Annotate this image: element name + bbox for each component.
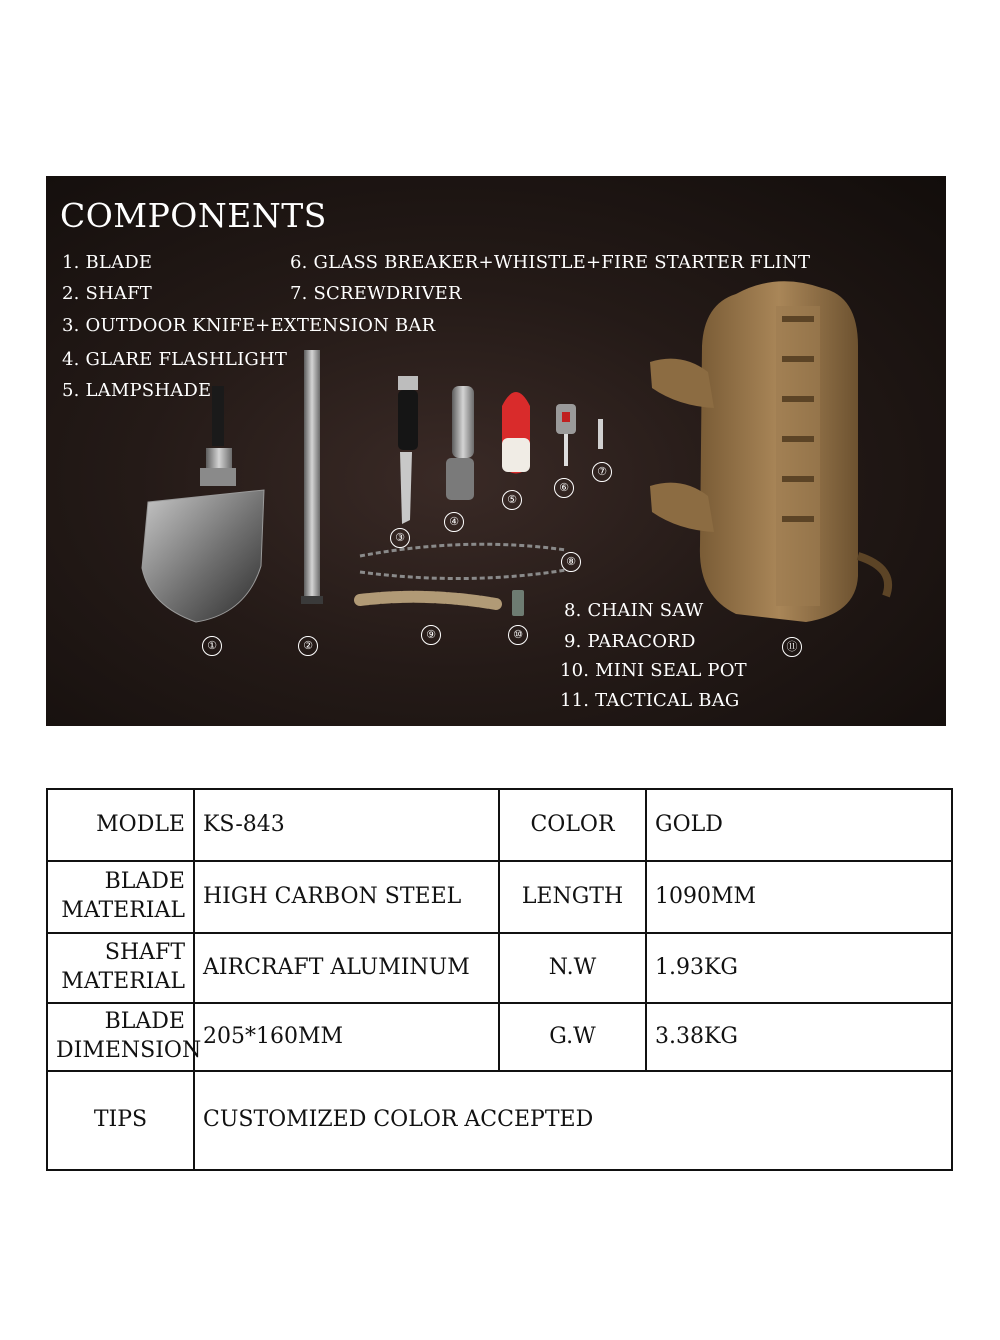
table-row	[47, 789, 952, 861]
table-row	[47, 1071, 952, 1170]
component-item-knife: 3. OUTDOOR KNIFE+EXTENSION BAR	[62, 315, 436, 336]
screwdriver-shape	[598, 419, 603, 449]
spec-value-tips: CUSTOMIZED COLOR ACCEPTED	[194, 1071, 952, 1170]
spec-label-shaft-material: SHAFT MATERIAL	[47, 933, 194, 1003]
spec-label-net-weight: N.W	[499, 933, 646, 1003]
component-item-paracord: 9. PARACORD	[564, 631, 696, 652]
marker-1: ①	[202, 636, 222, 656]
spec-value-gross-weight: 3.38KG	[646, 1003, 952, 1071]
component-item-flashlight: 4. GLARE FLASHLIGHT	[62, 349, 288, 370]
spec-label-tips: TIPS	[47, 1071, 194, 1170]
component-item-shaft: 2. SHAFT	[62, 283, 153, 304]
tactical-bag-shape	[650, 281, 888, 622]
marker-11: ⑪	[782, 637, 802, 657]
spec-label-gross-weight: G.W	[499, 1003, 646, 1071]
spec-value-color: GOLD	[646, 789, 952, 861]
spec-value-model: KS-843	[194, 789, 499, 861]
marker-5: ⑤	[502, 490, 522, 510]
knife-shape	[398, 376, 418, 524]
component-item-tactical-bag: 11. TACTICAL BAG	[560, 690, 740, 711]
component-item-blade: 1. BLADE	[62, 252, 153, 273]
component-item-screwdriver: 7. SCREWDRIVER	[290, 283, 462, 304]
components-panel	[46, 176, 946, 726]
marker-4: ④	[444, 512, 464, 532]
component-item-lampshade: 5. LAMPSHADE	[62, 380, 212, 401]
component-item-mini-seal-pot: 10. MINI SEAL POT	[560, 660, 747, 681]
spec-value-length: 1090MM	[646, 861, 952, 933]
mini-seal-pot-shape	[512, 590, 524, 616]
marker-10: ⑩	[508, 625, 528, 645]
spec-label-blade-dimension: BLADE DIMENSION	[47, 1003, 194, 1071]
spec-label-color: COLOR	[499, 789, 646, 861]
shaft-shape	[301, 350, 323, 604]
flashlight-shape	[446, 386, 474, 500]
spec-value-net-weight: 1.93KG	[646, 933, 952, 1003]
spec-value-blade-dimension: 205*160MM	[194, 1003, 499, 1071]
table-row	[47, 933, 952, 1003]
marker-9: ⑨	[421, 625, 441, 645]
spec-label-blade-material: BLADE MATERIAL	[47, 861, 194, 933]
component-item-chain-saw: 8. CHAIN SAW	[564, 600, 704, 621]
marker-7: ⑦	[592, 462, 612, 482]
paracord-shape	[360, 597, 496, 604]
marker-6: ⑥	[554, 478, 574, 498]
marker-3: ③	[390, 528, 410, 548]
spec-value-shaft-material: AIRCRAFT ALUMINUM	[194, 933, 499, 1003]
spec-label-model: MODLE	[47, 789, 194, 861]
glass-breaker-shape	[556, 404, 576, 466]
component-item-glass-breaker: 6. GLASS BREAKER+WHISTLE+FIRE STARTER FLINT	[290, 252, 811, 273]
table-row	[47, 1003, 952, 1071]
spec-value-blade-material: HIGH CARBON STEEL	[194, 861, 499, 933]
marker-2: ②	[298, 636, 318, 656]
marker-8: ⑧	[561, 552, 581, 572]
lampshade-shape	[502, 392, 530, 474]
spec-label-length: LENGTH	[499, 861, 646, 933]
table-row	[47, 861, 952, 933]
chain-saw-shape	[360, 544, 566, 578]
blade-shape	[142, 386, 264, 622]
spec-table	[46, 788, 953, 1171]
components-title: COMPONENTS	[60, 196, 327, 235]
